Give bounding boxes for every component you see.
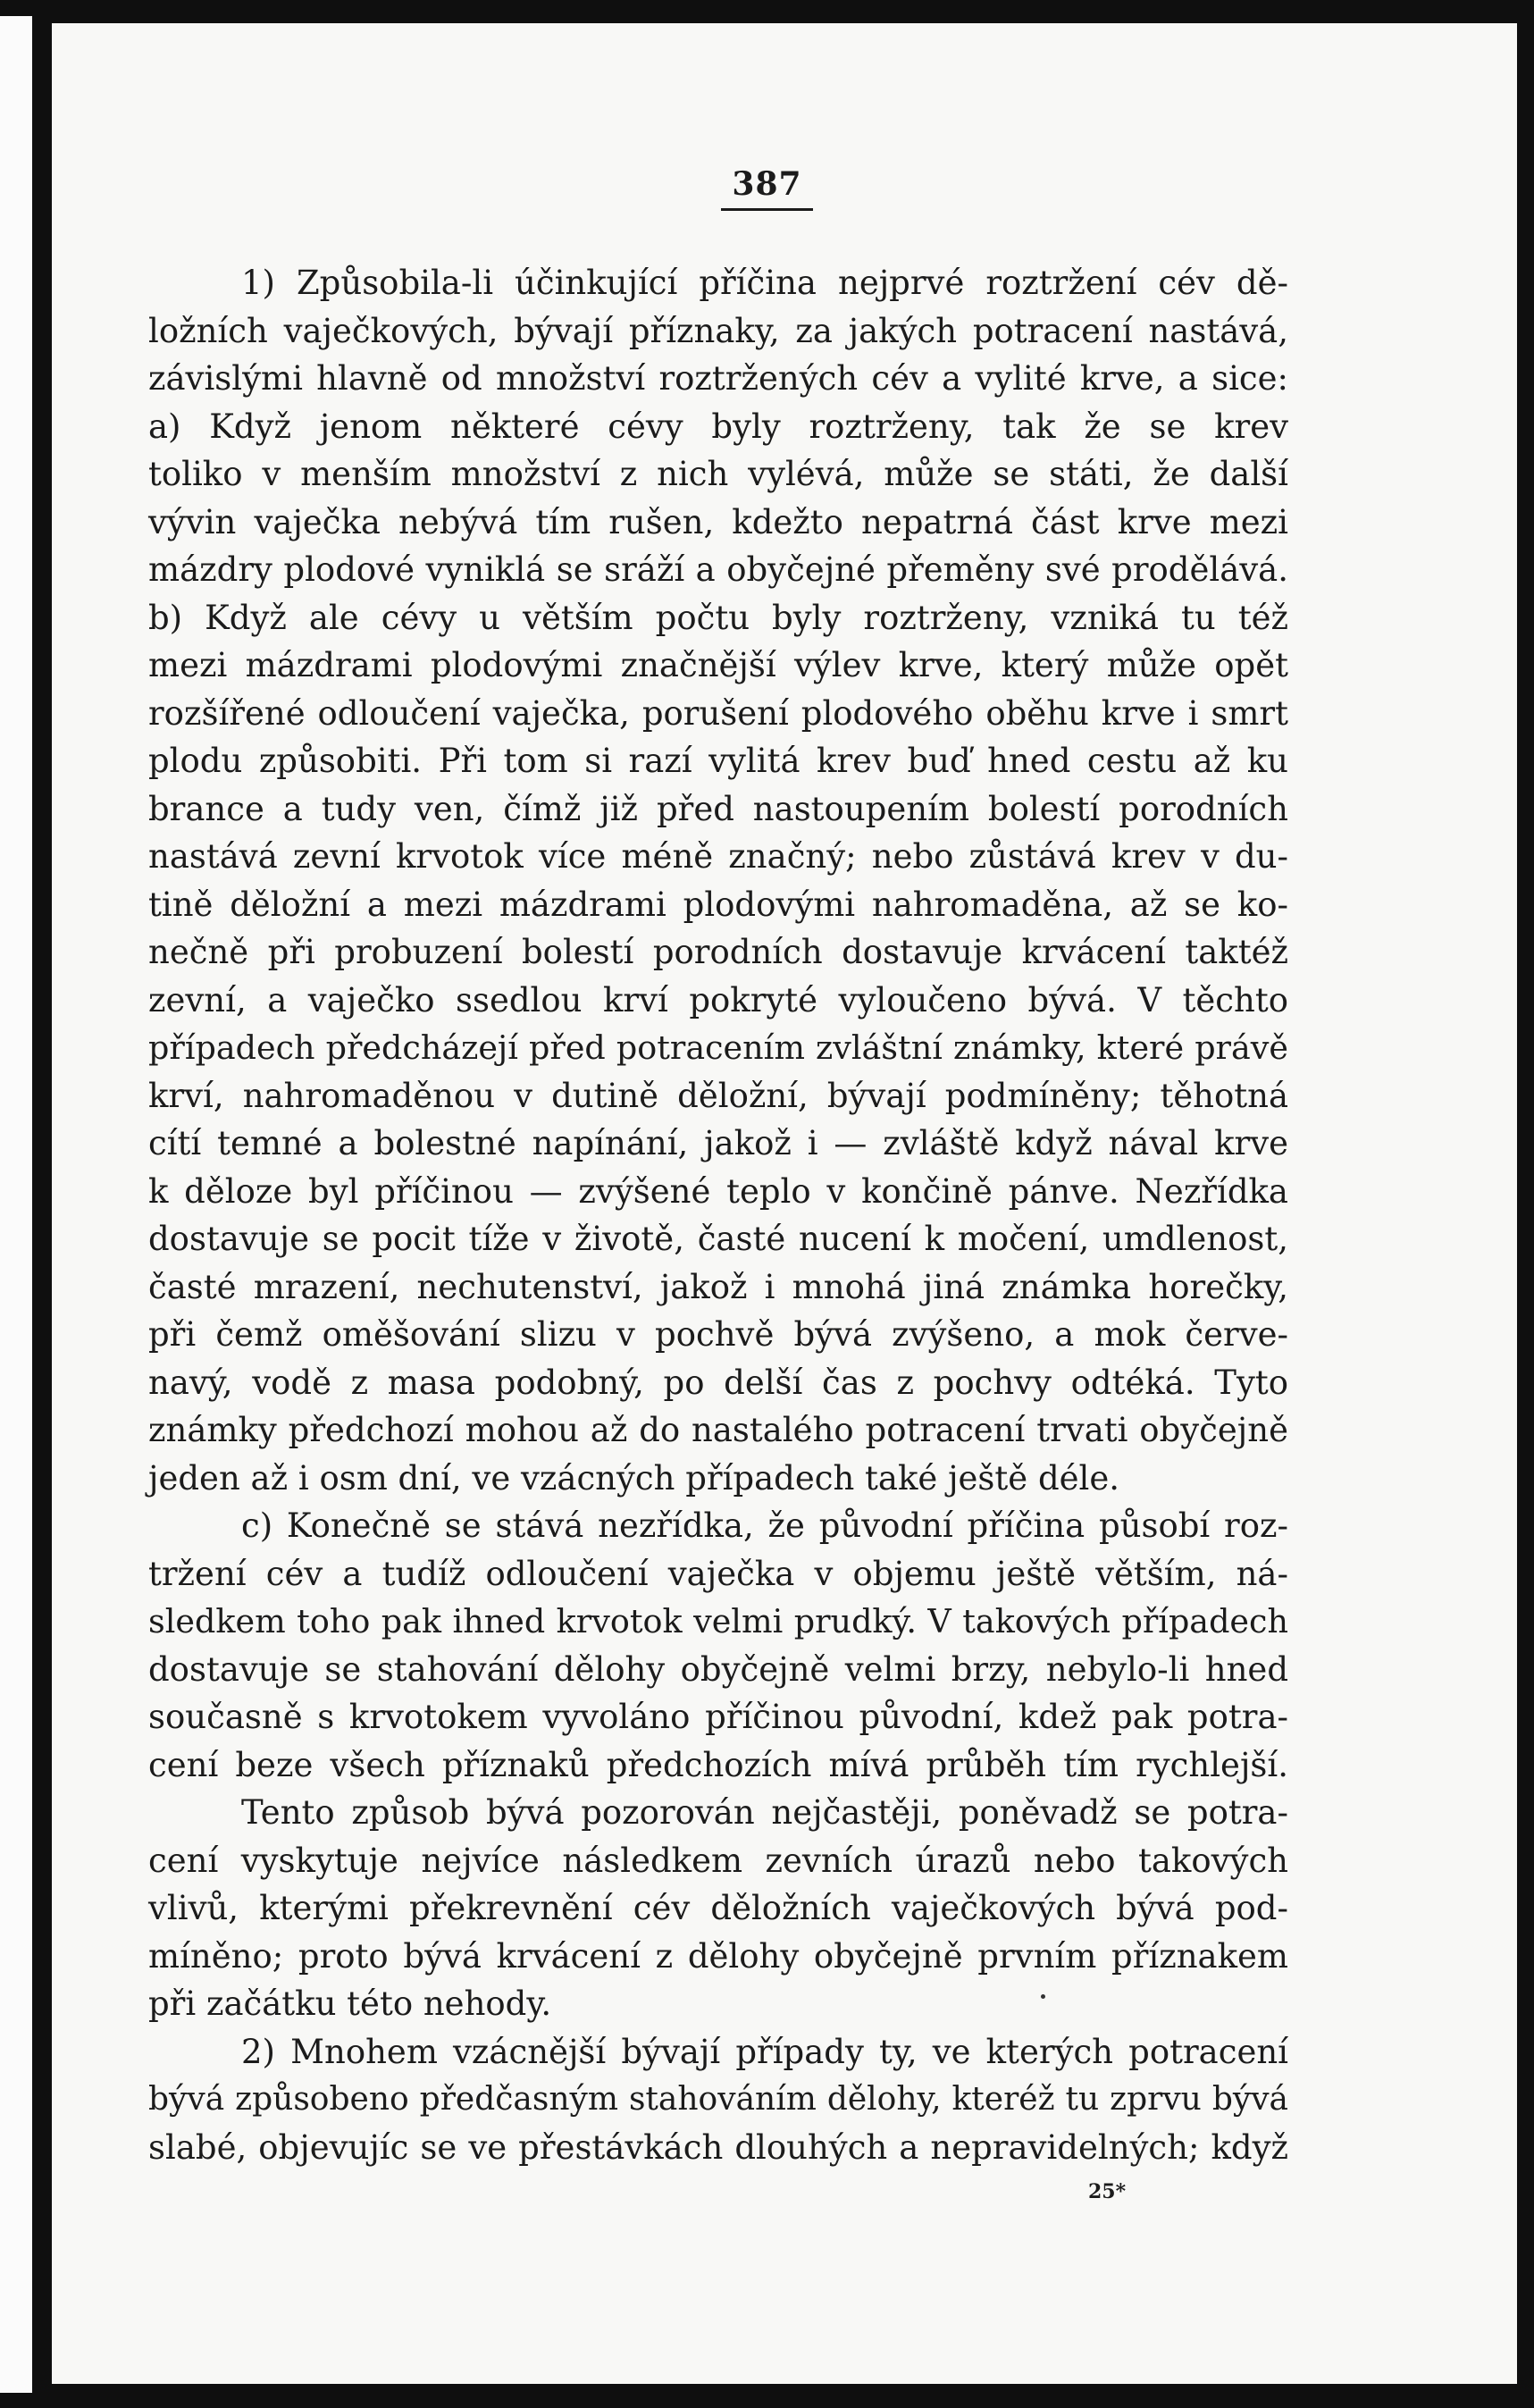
text-line: známky předchozí mohou až do nastalého potracení trvati obyčejně bbox=[148, 1411, 1288, 1449]
text-line: současně s krvotokem vyvoláno příčinou původní, kdež pak potra- bbox=[148, 1698, 1288, 1736]
text-line: 1) Způsobila-li účinkující příčina nejprvé roztržení cév dě- bbox=[241, 264, 1288, 302]
body-text bbox=[148, 259, 1288, 2171]
text-line: vlivů, kterými překrevnění cév děložních vaječkových bývá pod- bbox=[148, 1889, 1288, 1927]
text-line: navý, vodě z masa podobný, po delší čas z pochvy odtéká. Tyto bbox=[148, 1363, 1288, 1402]
text-line: dostavuje se stahování dělohy obyčejně velmi brzy, nebylo-li hned bbox=[148, 1649, 1288, 1689]
text-line: při začátku této nehody. bbox=[148, 1984, 552, 2023]
text-line: k děloze byl příčinou — zvýšené teplo v končině pánve. Nezřídka bbox=[148, 1171, 1288, 1211]
text-line: cení vyskytuje nejvíce následkem zevních úrazů nebo takových bbox=[148, 1841, 1288, 1880]
text-line: zevní, a vaječko ssedlou krví pokryté vyloučeno bývá. V těchto bbox=[148, 980, 1288, 1019]
page-number: 387 bbox=[721, 165, 812, 211]
text-line: mázdry plodové vyniklá se sráží a obyčejné přeměny své prodělává. bbox=[148, 550, 1288, 589]
text-line: závislými hlavně od množství roztržených cév a vylité krve, a sice: bbox=[148, 359, 1288, 398]
text-line: míněno; proto bývá krvácení z dělohy obyčejně prvním příznakem bbox=[148, 1936, 1288, 1976]
text-line: toliko v menším množství z nich vylévá, může se státi, že další bbox=[148, 455, 1288, 493]
page-header bbox=[0, 165, 1534, 211]
text-line: krví, nahromaděnou v dutině děložní, bývají podmíněny; těhotná bbox=[148, 1076, 1288, 1115]
text-line: časté mrazení, nechutenství, jakož i mnohá jiná známka horečky, bbox=[148, 1267, 1288, 1306]
text-line: tině děložní a mezi mázdrami plodovými nahromaděna, až se ko- bbox=[148, 885, 1288, 924]
text-line: plodu způsobiti. Při tom si razí vylitá krev buď hned cestu až ku bbox=[148, 742, 1288, 780]
facing-page-edge bbox=[0, 16, 32, 2393]
text-line: 2) Mnohem vzácnější bývají případy ty, ve kterých potracení bbox=[241, 2032, 1288, 2071]
ink-speck bbox=[1041, 1994, 1045, 1999]
text-line: ložních vaječkových, bývají příznaky, za jakých potracení nastává, bbox=[148, 311, 1288, 350]
text-line: nečně při probuzení bolestí porodních dostavuje krvácení taktéž bbox=[148, 933, 1288, 971]
text-line: b) Když ale cévy u větším počtu byly roztrženy, vzniká tu též bbox=[148, 598, 1288, 637]
text-line: jeden až i osm dní, ve vzácných případech také ještě déle. bbox=[148, 1458, 1120, 1498]
text-line: sledkem toho pak ihned krvotok velmi prudký. V takových případech bbox=[148, 1602, 1288, 1640]
text-line: vývin vaječka nebývá tím rušen, kdežto nepatrná část krve mezi bbox=[148, 502, 1288, 541]
text-line: Tento způsob bývá pozorován nejčastěji, poněvadž se potra- bbox=[241, 1793, 1288, 1832]
text-line: brance a tudy ven, čímž již před nastoupením bolestí porodních bbox=[148, 789, 1288, 828]
text-line: při čemž oměšování slizu v pochvě bývá zvýšeno, a mok červe- bbox=[148, 1315, 1288, 1354]
text-line: cení beze všech příznaků předchozích mívá průběh tím rychlejší. bbox=[148, 1745, 1288, 1784]
text-line: dostavuje se pocit tíže v životě, časté nucení k močení, umdlenost, bbox=[148, 1220, 1288, 1258]
text-line: případech předcházejí před potracením zvláštní známky, které právě bbox=[148, 1028, 1288, 1067]
text-line: rozšířené odloučení vaječka, porušení plodového oběhu krve i smrt bbox=[148, 693, 1288, 733]
text-line: c) Konečně se stává nezřídka, že původní příčina působí roz- bbox=[241, 1506, 1288, 1545]
text-line: slabé, objevujíc se ve přestávkách dlouhých a nepravidelných; když bbox=[148, 2127, 1288, 2167]
text-line: a) Když jenom některé cévy byly roztrženy, tak že se krev bbox=[148, 407, 1288, 446]
text-line: cítí temné a bolestné napínání, jakož i — zvláště když nával krve bbox=[148, 1124, 1288, 1162]
text-line: mezi mázdrami plodovými značnější výlev krve, který může opět bbox=[148, 646, 1288, 684]
text-line: nastává zevní krvotok více méně značný; nebo zůstává krev v du- bbox=[148, 837, 1288, 876]
text-line: bývá způsobeno předčasným stahováním dělohy, kteréž tu zprvu bývá bbox=[148, 2081, 1288, 2118]
text-line: tržení cév a tudíž odloučení vaječka v objemu ještě větším, ná- bbox=[148, 1554, 1288, 1593]
signature-mark: 25* bbox=[1088, 2180, 1127, 2203]
